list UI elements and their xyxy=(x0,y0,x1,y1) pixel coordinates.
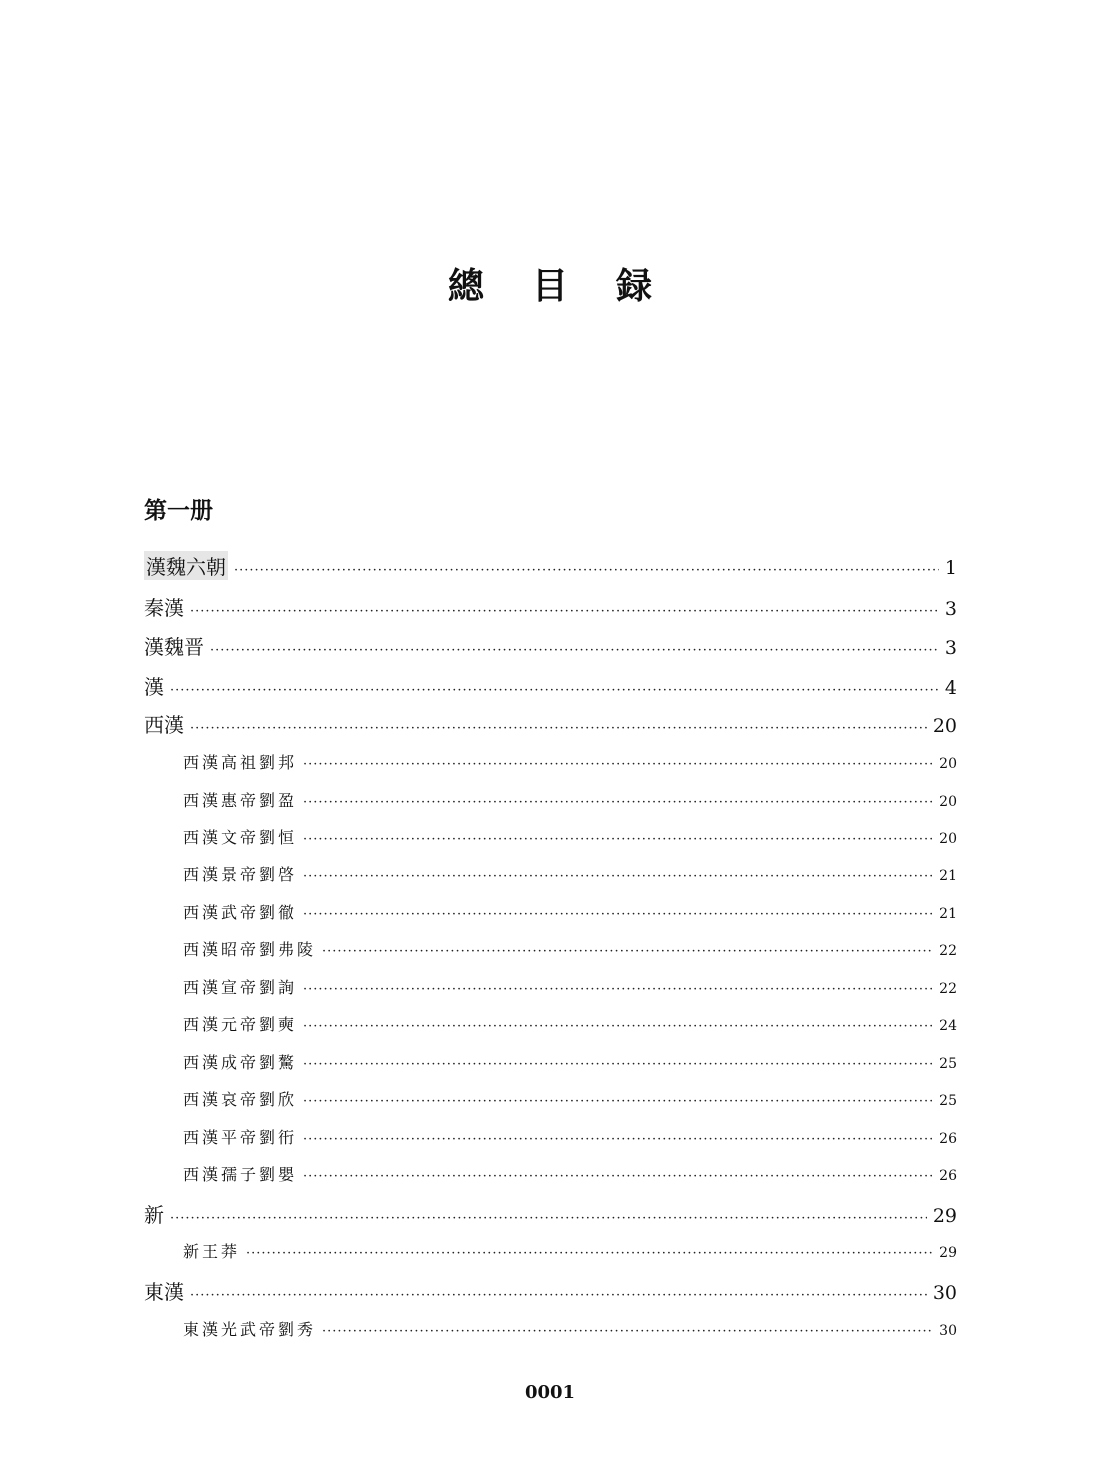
toc-subentry[interactable] xyxy=(183,937,957,960)
dot-leader xyxy=(190,1288,927,1303)
toc-entry-label: 西漢孺子劉嬰 xyxy=(183,1165,298,1184)
dot-leader xyxy=(190,721,927,736)
toc-entry-page: 21 xyxy=(939,906,957,922)
toc-subentry[interactable] xyxy=(183,900,957,923)
title-char: 目 xyxy=(531,266,568,307)
dot-leader xyxy=(234,563,939,578)
toc-entry-label: 東漢光武帝劉秀 xyxy=(183,1320,317,1339)
dot-leader xyxy=(303,1057,933,1072)
title-char: 總 xyxy=(447,266,484,307)
toc-entry-label: 西漢高祖劉邦 xyxy=(183,753,298,772)
toc-entry-page: 24 xyxy=(939,1018,957,1034)
toc-entry-page: 26 xyxy=(939,1168,957,1184)
toc-entry-page: 4 xyxy=(944,677,957,699)
toc-subentry[interactable] xyxy=(183,975,957,998)
toc-subentry[interactable] xyxy=(183,750,957,773)
dot-leader xyxy=(322,1324,933,1339)
toc-entry[interactable] xyxy=(144,592,957,621)
toc-entry-label: 漢魏晋 xyxy=(144,635,204,659)
dot-leader xyxy=(210,643,939,658)
toc-entry-label: 西漢哀帝劉欣 xyxy=(183,1090,298,1109)
toc-subentry[interactable] xyxy=(183,1317,957,1340)
toc-entry-page: 20 xyxy=(939,831,957,847)
toc-entry-page: 29 xyxy=(932,1205,957,1227)
toc-entry-label: 西漢宣帝劉詢 xyxy=(183,978,298,997)
toc-entry-page: 26 xyxy=(939,1131,957,1147)
toc-entry-label: 西漢昭帝劉弗陵 xyxy=(183,940,317,959)
toc-entry-label: 西漢元帝劉奭 xyxy=(183,1015,298,1034)
dot-leader xyxy=(190,604,939,619)
toc-entry-label: 新王莽 xyxy=(183,1242,241,1261)
toc-subentry[interactable] xyxy=(183,1125,957,1148)
toc-entry-page: 3 xyxy=(944,598,957,620)
toc-entry-label: 西漢景帝劉啓 xyxy=(183,865,298,884)
dot-leader xyxy=(170,1211,927,1226)
dot-leader xyxy=(303,907,933,922)
toc-entry-page: 20 xyxy=(939,756,957,772)
toc-entry-label: 西漢惠帝劉盈 xyxy=(183,791,298,810)
toc-entry-page: 25 xyxy=(939,1056,957,1072)
toc-subentry[interactable] xyxy=(183,1087,957,1110)
toc-subentry[interactable] xyxy=(183,1012,957,1035)
toc-entry-label: 西漢文帝劉恒 xyxy=(183,828,298,847)
dot-leader xyxy=(303,1169,933,1184)
toc-entry-page: 20 xyxy=(932,715,957,737)
toc-entry-label: 西漢武帝劉徹 xyxy=(183,903,298,922)
toc-entry-label: 漢 xyxy=(144,675,164,699)
toc-subentry[interactable] xyxy=(183,825,957,848)
toc-entry-label: 西漢平帝劉衎 xyxy=(183,1128,298,1147)
toc-entry-label: 新 xyxy=(144,1203,164,1227)
toc-entry-page: 22 xyxy=(939,943,957,959)
toc-entry[interactable] xyxy=(144,1276,957,1305)
dot-leader xyxy=(303,832,933,847)
toc-entry[interactable] xyxy=(144,1199,957,1228)
toc-entry-page: 22 xyxy=(939,981,957,997)
dot-leader xyxy=(322,944,933,959)
toc-subentry[interactable] xyxy=(183,1050,957,1073)
toc-entry-page: 25 xyxy=(939,1093,957,1109)
toc-entry[interactable] xyxy=(144,709,957,738)
toc-entry-page: 1 xyxy=(944,557,957,579)
toc-subentry[interactable] xyxy=(183,1162,957,1185)
toc-entry-label: 西漢 xyxy=(144,713,184,737)
toc-entry[interactable] xyxy=(144,671,957,700)
dot-leader xyxy=(303,1094,933,1109)
dot-leader xyxy=(303,1132,933,1147)
toc-entry-page: 21 xyxy=(939,868,957,884)
toc-subentry[interactable] xyxy=(183,862,957,885)
dot-leader xyxy=(246,1246,933,1261)
dot-leader xyxy=(303,757,933,772)
toc-entry-page: 30 xyxy=(939,1323,957,1339)
toc-entry-label: 東漢 xyxy=(144,1280,184,1304)
title-char: 録 xyxy=(616,266,653,307)
dot-leader xyxy=(303,982,933,997)
toc-subentry[interactable] xyxy=(183,788,957,811)
toc-entry-page: 30 xyxy=(932,1282,957,1304)
dot-leader xyxy=(303,869,933,884)
toc-entry-label: 漢魏六朝 xyxy=(144,551,228,580)
dot-leader xyxy=(303,795,933,810)
volume-heading: 第一册 xyxy=(144,497,213,524)
toc-entry-page: 3 xyxy=(944,637,957,659)
toc-entry-label: 西漢成帝劉驁 xyxy=(183,1053,298,1072)
toc-entry[interactable] xyxy=(144,631,957,660)
toc-entry[interactable] xyxy=(144,551,957,580)
toc-entry-label: 秦漢 xyxy=(144,596,184,620)
toc-subentry[interactable] xyxy=(183,1239,957,1262)
dot-leader xyxy=(170,683,939,698)
toc-entry-page: 20 xyxy=(939,794,957,810)
dot-leader xyxy=(303,1019,933,1034)
page-number: 0001 xyxy=(524,1382,576,1403)
toc-entry-page: 29 xyxy=(939,1245,957,1261)
